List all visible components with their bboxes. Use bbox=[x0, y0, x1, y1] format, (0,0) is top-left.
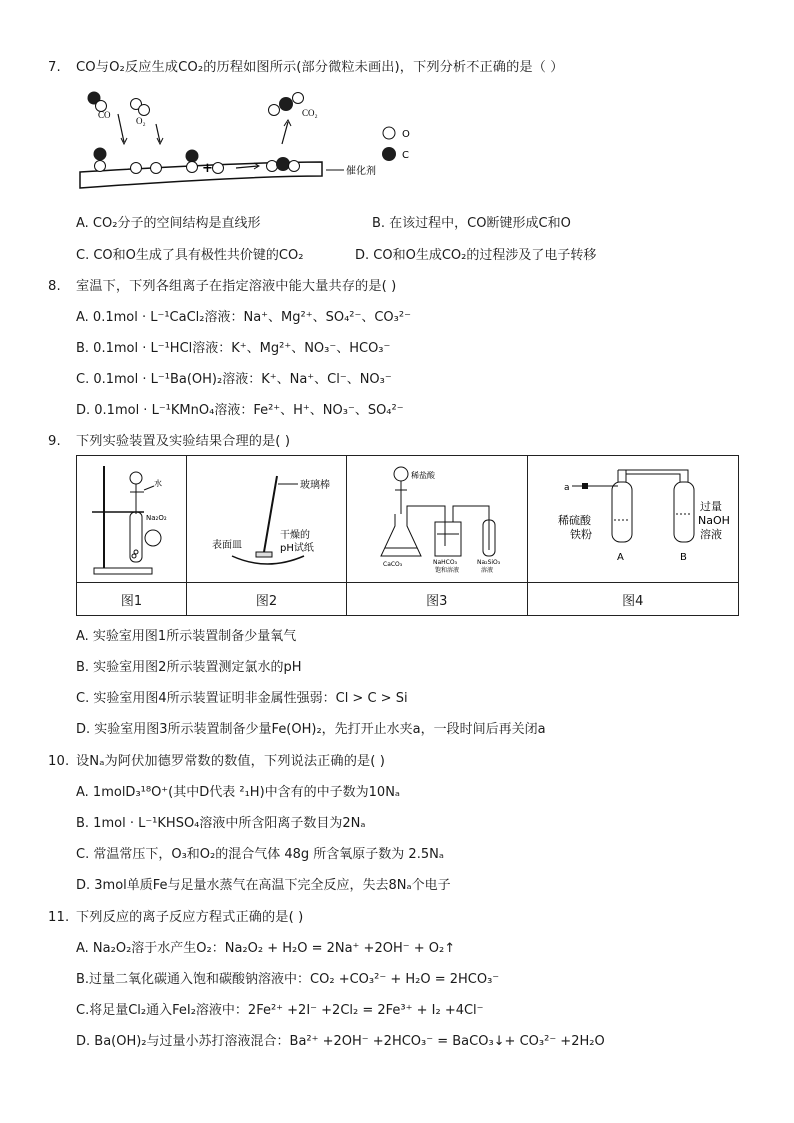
reagent-label: Na₂O₂ bbox=[145, 514, 167, 522]
q8-option-d[interactable]: D. 0.1mol · L⁻¹KMnO₄溶液：Fe²⁺、H⁺、NO₃⁻、SO₄²⁻ bbox=[76, 403, 404, 418]
tube-a bbox=[612, 482, 632, 542]
q10-option-c[interactable]: C. 常温常压下，O₃和O₂的混合气体 48g 所含氧原子数为 2.5Nₐ bbox=[76, 847, 444, 862]
q10-option-a[interactable]: A. 1molD₃¹⁸O⁺(其中D代表 ²₁H)中含有的中子数为10Nₐ bbox=[76, 785, 401, 800]
q9-option-d[interactable]: D. 实验室用图3所示装置制备少量Fe(OH)₂，先打开止水夹a，一段时间后再关闭a bbox=[76, 722, 546, 737]
carbon-atom bbox=[94, 148, 107, 161]
carbon-atom bbox=[279, 97, 293, 111]
q7-option-c[interactable]: C. CO和O生成了具有极性共价键的CO₂ bbox=[76, 248, 304, 263]
dropping-funnel bbox=[394, 467, 408, 481]
question-text: 下列实验装置及实验结果合理的是( ) bbox=[76, 434, 291, 449]
nahco3-label-2: 饱和溶液 bbox=[435, 567, 460, 574]
q7-reaction-diagram bbox=[76, 88, 436, 198]
figure-3-caption: 图3 bbox=[347, 583, 528, 616]
q10-option-b[interactable]: B. 1mol · L⁻¹KHSO₄溶液中所含阳离子数目为2Nₐ bbox=[76, 816, 366, 831]
question-number: 11. bbox=[48, 910, 70, 925]
q8-option-c[interactable]: C. 0.1mol · L⁻¹Ba(OH)₂溶液：K⁺、Na⁺、Cl⁻、NO₃⁻ bbox=[76, 372, 392, 387]
question-9-stem bbox=[48, 430, 290, 449]
q8-option-b[interactable]: B. 0.1mol · L⁻¹HCl溶液：K⁺、Mg²⁺、NO₃⁻、HCO₃⁻ bbox=[76, 341, 391, 356]
rod-label: 玻璃棒 bbox=[299, 480, 330, 491]
oxygen-atom bbox=[269, 105, 280, 116]
oxygen-atom bbox=[213, 163, 224, 174]
oxygen-atom bbox=[289, 161, 300, 172]
side-tube bbox=[144, 486, 154, 490]
water-label: 水 bbox=[153, 479, 162, 488]
q9-figure-table bbox=[76, 455, 739, 616]
caco3-label: CaCO₃ bbox=[383, 561, 403, 568]
q7-option-a[interactable]: A. CO₂分子的空间结构是直线形 bbox=[76, 216, 261, 231]
iron-label: 铁粉 bbox=[570, 528, 593, 541]
co2-label: CO₂ bbox=[302, 108, 318, 118]
acid-label: 稀盐酸 bbox=[411, 471, 436, 480]
question-7-stem bbox=[48, 56, 564, 75]
figure-2-cell bbox=[187, 456, 347, 583]
oxygen-atom bbox=[139, 105, 150, 116]
acid-label: 稀硫酸 bbox=[558, 514, 592, 527]
q7-option-b[interactable]: B. 在该过程中，CO断键形成C和O bbox=[372, 216, 571, 231]
figure-2-caption: 图2 bbox=[187, 583, 347, 616]
oxygen-atom bbox=[187, 162, 198, 173]
q11-option-c[interactable]: C.将足量Cl₂通入FeI₂溶液中：2Fe²⁺ +2I⁻ +2Cl₂ = 2Fe³⁺ + I₂ +4Cl⁻ bbox=[76, 1003, 484, 1018]
oxygen-atom bbox=[151, 163, 162, 174]
question-number: 7. bbox=[48, 60, 61, 75]
figure-2-apparatus bbox=[192, 456, 342, 578]
glass-rod bbox=[264, 476, 277, 552]
oxygen-atom bbox=[131, 163, 142, 174]
legend-oxygen-symbol bbox=[383, 127, 395, 139]
carbon-atom bbox=[276, 157, 290, 171]
figure-4-caption: 图4 bbox=[527, 583, 738, 616]
oxygen-atom bbox=[95, 161, 106, 172]
q11-option-b[interactable]: B.过量二氧化碳通入饱和碳酸钠溶液中：CO₂ +CO₃²⁻ + H₂O = 2HCO₃⁻ bbox=[76, 972, 500, 987]
question-8-stem bbox=[48, 275, 396, 294]
delivery-tube bbox=[407, 506, 445, 546]
tube-b-label: B bbox=[680, 552, 688, 563]
paper-label-1: 干燥的 bbox=[279, 530, 310, 541]
legend-carbon-label: C bbox=[402, 150, 409, 161]
naoh-label: NaOH bbox=[698, 514, 731, 527]
clip-a bbox=[582, 483, 588, 489]
funnel-bulb bbox=[130, 472, 142, 484]
figure-4-cell bbox=[527, 456, 738, 583]
legend-carbon-symbol bbox=[382, 147, 396, 161]
figure-1-apparatus bbox=[82, 456, 182, 578]
tube-a-label: A bbox=[617, 552, 625, 563]
q11-option-d[interactable]: D. Ba(OH)₂与过量小苏打溶液混合：Ba²⁺ +2OH⁻ +2HCO₃⁻ = BaCO₃↓+ CO₃²⁻ +2H₂O bbox=[76, 1034, 605, 1049]
zoom-circle bbox=[145, 530, 161, 546]
figure-1-caption: 图1 bbox=[77, 583, 187, 616]
q11-option-a[interactable]: A. Na₂O₂溶于水产生O₂：Na₂O₂ + H₂O = 2Na⁺ +2OH⁻ + O₂↑ bbox=[76, 941, 456, 956]
na2sio3-label-1: Na₂SiO₃ bbox=[477, 559, 501, 566]
carbon-atom bbox=[186, 150, 199, 163]
paper-label-2: pH试纸 bbox=[279, 543, 314, 554]
question-text: CO与O₂反应生成CO₂的历程如图所示(部分微粒未画出)，下列分析不正确的是（ ） bbox=[76, 60, 564, 75]
question-text: 室温下，下列各组离子在指定溶液中能大量共存的是( ) bbox=[76, 279, 397, 294]
solution-label: 溶液 bbox=[700, 528, 723, 541]
figure-3-cell bbox=[347, 456, 528, 583]
legend-oxygen-label: O bbox=[402, 129, 410, 140]
conical-flask bbox=[381, 514, 421, 556]
figure-3-apparatus bbox=[349, 456, 524, 578]
connecting-tube bbox=[618, 470, 688, 482]
question-10-stem bbox=[48, 750, 385, 769]
q9-option-c[interactable]: C. 实验室用图4所示装置证明非金属性强弱：Cl > C > Si bbox=[76, 691, 408, 706]
question-text: 设Nₐ为阿伏加德罗常数的数值，下列说法正确的是( ) bbox=[76, 754, 386, 769]
o2-label: O₂ bbox=[136, 116, 146, 126]
clip-label: a bbox=[564, 483, 570, 493]
q7-option-d[interactable]: D. CO和O生成CO₂的过程涉及了电子转移 bbox=[355, 248, 597, 263]
excess-label: 过量 bbox=[700, 500, 723, 513]
nahco3-label-1: NaHCO₃ bbox=[433, 559, 458, 566]
arrow bbox=[118, 114, 124, 142]
plus-sign: + bbox=[202, 161, 213, 176]
q8-option-a[interactable]: A. 0.1mol · L⁻¹CaCl₂溶液：Na⁺、Mg²⁺、SO₄²⁻、CO₃²⁻ bbox=[76, 310, 411, 325]
q9-option-b[interactable]: B. 实验室用图2所示装置测定氯水的pH bbox=[76, 660, 302, 675]
ph-paper bbox=[256, 552, 272, 557]
stand-base bbox=[94, 568, 152, 574]
figure-1-cell bbox=[77, 456, 187, 583]
question-number: 8. bbox=[48, 279, 61, 294]
co-label: CO bbox=[98, 110, 111, 120]
oxygen-atom bbox=[267, 161, 278, 172]
question-number: 9. bbox=[48, 434, 61, 449]
particle bbox=[132, 554, 136, 558]
question-11-stem bbox=[48, 906, 303, 925]
question-text: 下列反应的离子反应方程式正确的是( ) bbox=[76, 910, 304, 925]
particle bbox=[134, 550, 138, 554]
delivery-tube bbox=[453, 506, 489, 550]
question-number: 10. bbox=[48, 754, 70, 769]
dish-label: 表面皿 bbox=[211, 540, 242, 551]
wash-bottle bbox=[435, 522, 461, 556]
figure-4-apparatus bbox=[530, 456, 735, 578]
na2sio3-label-2: 溶液 bbox=[481, 567, 494, 574]
oxygen-atom bbox=[293, 93, 304, 104]
q9-option-a[interactable]: A. 实验室用图1所示装置制备少量氧气 bbox=[76, 629, 297, 644]
tube-b bbox=[674, 482, 694, 542]
q10-option-d[interactable]: D. 3mol单质Fe与足量水蒸气在高温下完全反应，失去8Nₐ个电子 bbox=[76, 878, 451, 893]
catalyst-label: 催化剂 bbox=[346, 166, 376, 177]
